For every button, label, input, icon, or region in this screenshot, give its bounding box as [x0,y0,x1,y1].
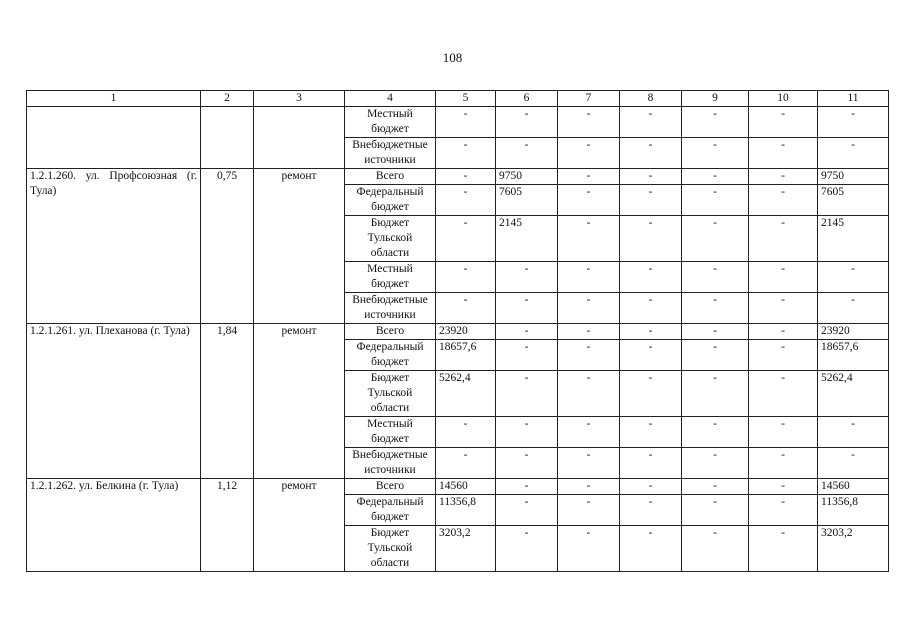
value-cell: - [558,262,620,293]
work-type-cell [254,107,345,169]
value-cell: - [749,526,818,572]
value-cell: - [558,293,620,324]
value-cell: - [682,324,749,340]
funding-source-cell: Местный бюджет [345,417,436,448]
funding-source-cell: Федеральный бюджет [345,495,436,526]
value-cell: - [620,324,682,340]
value-cell: - [749,169,818,185]
funding-source-cell: Всего [345,324,436,340]
value-cell: - [496,262,558,293]
value-cell: - [682,340,749,371]
value-cell: - [558,107,620,138]
value-cell: - [496,324,558,340]
page-number: 108 [442,50,463,65]
value-cell: - [620,448,682,479]
value-cell: - [818,262,889,293]
column-header: 10 [749,91,818,107]
value-cell: - [558,185,620,216]
table-row [27,324,889,340]
value-cell: 11356,8 [436,495,496,526]
value-cell: - [620,216,682,262]
value-cell: 2145 [496,216,558,262]
value-cell: 18657,6 [818,340,889,371]
value-cell: - [436,262,496,293]
value-cell: - [682,293,749,324]
value-cell: - [558,169,620,185]
length-cell: 0,75 [201,169,254,324]
value-cell: - [620,526,682,572]
value-cell: - [620,417,682,448]
value-cell: - [818,138,889,169]
table-row [27,107,889,138]
column-header: 3 [254,91,345,107]
value-cell: - [496,526,558,572]
value-cell: 5262,4 [818,371,889,417]
value-cell: - [558,495,620,526]
funding-source-cell: Местный бюджет [345,107,436,138]
column-header: 4 [345,91,436,107]
value-cell: - [436,138,496,169]
value-cell: - [749,371,818,417]
value-cell: 14560 [818,479,889,495]
funding-source-cell: Бюджет Тульской области [345,371,436,417]
value-cell: - [749,448,818,479]
value-cell: 18657,6 [436,340,496,371]
value-cell: - [496,138,558,169]
value-cell: - [558,216,620,262]
funding-source-cell: Внебюджетные источники [345,448,436,479]
value-cell: 23920 [436,324,496,340]
funding-source-cell: Бюджет Тульской области [345,216,436,262]
value-cell: - [749,107,818,138]
value-cell: - [682,526,749,572]
value-cell: 11356,8 [818,495,889,526]
work-type-cell: ремонт [254,479,345,572]
value-cell: - [682,448,749,479]
value-cell: - [749,479,818,495]
value-cell: - [436,185,496,216]
value-cell: - [749,138,818,169]
object-name-cell: 1.2.1.261. ул. Плеханова (г. Тула) [27,324,201,479]
funding-source-cell: Федеральный бюджет [345,185,436,216]
funding-source-cell: Федеральный бюджет [345,340,436,371]
object-name-cell: 1.2.1.260. ул. Профсоюзная (г. Тула) [27,169,201,324]
value-cell: - [496,107,558,138]
value-cell: - [558,448,620,479]
value-cell: - [496,448,558,479]
column-header: 1 [27,91,201,107]
value-cell: - [496,495,558,526]
value-cell: - [818,448,889,479]
value-cell: - [558,371,620,417]
value-cell: - [620,340,682,371]
funding-source-cell: Внебюджетные источники [345,138,436,169]
value-cell: - [818,293,889,324]
header-row [27,91,889,107]
value-cell: - [436,448,496,479]
value-cell: - [620,138,682,169]
value-cell: - [749,495,818,526]
value-cell: 2145 [818,216,889,262]
value-cell: - [496,479,558,495]
value-cell: 9750 [818,169,889,185]
value-cell: - [620,169,682,185]
table-row [27,169,889,185]
value-cell: - [620,107,682,138]
value-cell: - [496,417,558,448]
value-cell: 23920 [818,324,889,340]
value-cell: - [682,371,749,417]
value-cell: - [682,138,749,169]
value-cell: - [620,185,682,216]
column-header: 9 [682,91,749,107]
value-cell: - [749,185,818,216]
value-cell: 3203,2 [436,526,496,572]
value-cell: - [436,293,496,324]
value-cell: - [558,138,620,169]
value-cell: - [818,107,889,138]
funding-source-cell: Внебюджетные источники [345,293,436,324]
length-cell [201,107,254,169]
value-cell: - [682,417,749,448]
value-cell: - [436,107,496,138]
value-cell: - [558,324,620,340]
column-header: 5 [436,91,496,107]
value-cell: - [682,262,749,293]
value-cell: - [558,479,620,495]
value-cell: - [749,216,818,262]
length-cell: 1,12 [201,479,254,572]
value-cell: 14560 [436,479,496,495]
value-cell: - [620,479,682,495]
column-header: 8 [620,91,682,107]
value-cell: - [682,169,749,185]
value-cell: - [682,216,749,262]
work-type-cell: ремонт [254,324,345,479]
column-header: 11 [818,91,889,107]
value-cell: - [558,340,620,371]
value-cell: - [436,169,496,185]
value-cell: - [682,107,749,138]
column-header: 2 [201,91,254,107]
value-cell: 3203,2 [818,526,889,572]
value-cell: 5262,4 [436,371,496,417]
funding-source-cell: Всего [345,479,436,495]
value-cell: - [620,371,682,417]
value-cell: - [436,216,496,262]
funding-source-cell: Бюджет Тульской области [345,526,436,572]
value-cell: - [749,324,818,340]
value-cell: - [496,371,558,417]
value-cell: - [682,495,749,526]
length-cell: 1,84 [201,324,254,479]
work-type-cell: ремонт [254,169,345,324]
value-cell: - [496,340,558,371]
value-cell: - [818,417,889,448]
value-cell: - [620,262,682,293]
value-cell: - [620,495,682,526]
value-cell: 9750 [496,169,558,185]
value-cell: - [496,293,558,324]
value-cell: - [620,293,682,324]
funding-source-cell: Местный бюджет [345,262,436,293]
funding-source-cell: Всего [345,169,436,185]
column-header: 6 [496,91,558,107]
object-name-cell [27,107,201,169]
value-cell: - [749,417,818,448]
value-cell: - [682,479,749,495]
column-header: 7 [558,91,620,107]
value-cell: 7605 [496,185,558,216]
object-name-cell: 1.2.1.262. ул. Белкина (г. Тула) [27,479,201,572]
value-cell: - [558,526,620,572]
value-cell: 7605 [818,185,889,216]
value-cell: - [436,417,496,448]
funding-table [26,90,889,572]
value-cell: - [558,417,620,448]
value-cell: - [682,185,749,216]
value-cell: - [749,262,818,293]
value-cell: - [749,340,818,371]
table-row [27,479,889,495]
value-cell: - [749,293,818,324]
